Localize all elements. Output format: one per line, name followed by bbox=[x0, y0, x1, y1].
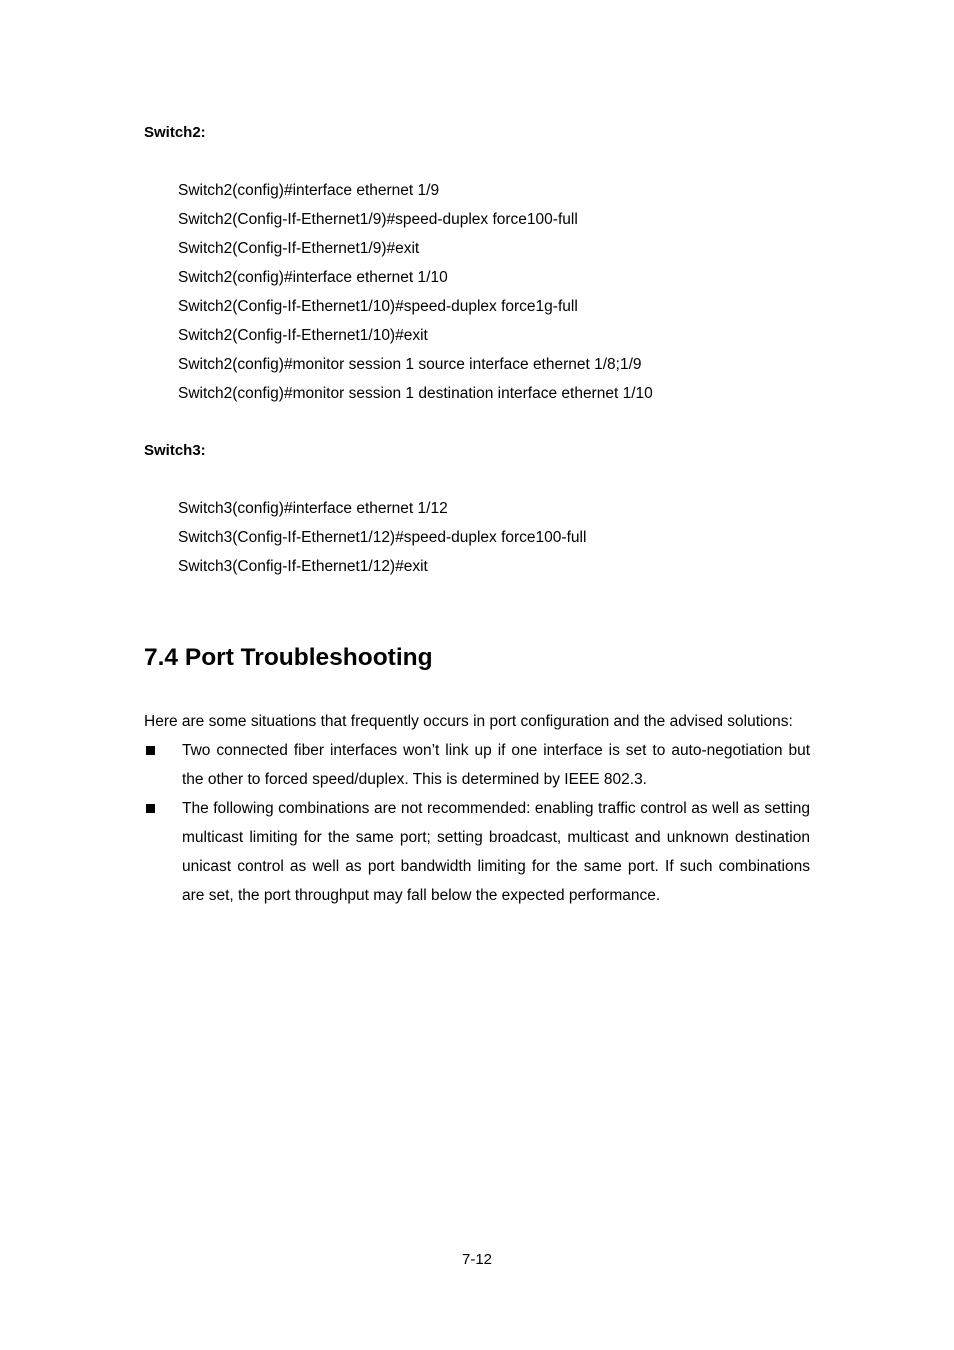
troubleshooting-list bbox=[144, 736, 810, 910]
command-line: Switch2(config)#monitor session 1 destination interface ethernet 1/10 bbox=[178, 385, 653, 402]
command-line: Switch3(Config-If-Ethernet1/12)#speed-duplex force100-full bbox=[178, 529, 587, 546]
section-intro: Here are some situations that frequently occurs in port configuration and the advised solutions: bbox=[144, 713, 793, 730]
page-number: 7-12 bbox=[461, 1251, 493, 1268]
command-line: Switch2(Config-If-Ethernet1/10)#exit bbox=[178, 327, 428, 344]
square-bullet-icon bbox=[146, 746, 155, 755]
command-line: Switch2(Config-If-Ethernet1/9)#speed-duplex force100-full bbox=[178, 211, 578, 228]
command-line: Switch2(Config-If-Ethernet1/10)#speed-duplex force1g-full bbox=[178, 298, 578, 315]
switch2-command-list bbox=[178, 176, 653, 408]
command-line: Switch3(config)#interface ethernet 1/12 bbox=[178, 500, 448, 517]
switch2-heading: Switch2: bbox=[144, 124, 206, 141]
square-bullet-icon bbox=[146, 804, 155, 813]
section-title: 7.4 Port Troubleshooting bbox=[144, 644, 433, 671]
list-item-text: Two connected fiber interfaces won’t link up if one interface is set to auto-negotiation but the other to forced speed/duplex. This is determined by IEEE 802.3. bbox=[182, 742, 810, 788]
command-line: Switch2(config)#interface ethernet 1/10 bbox=[178, 269, 448, 286]
list-item-text: The following combinations are not recommended: enabling traffic control as well as setting multicast limiting for the same port; setting broadcast, multicast and unknown destination unicast control as well as port bandwidth limiting for the same port. If such combinations are set, the port throughput may fall below the expected performance. bbox=[182, 800, 810, 904]
switch3-command-list bbox=[178, 494, 586, 581]
command-line: Switch2(config)#interface ethernet 1/9 bbox=[178, 182, 440, 199]
command-line: Switch3(Config-If-Ethernet1/12)#exit bbox=[178, 558, 428, 575]
list-item bbox=[144, 736, 810, 794]
command-line: Switch2(config)#monitor session 1 source interface ethernet 1/8;1/9 bbox=[178, 356, 642, 373]
switch3-heading: Switch3: bbox=[144, 442, 206, 459]
list-item bbox=[144, 794, 810, 910]
command-line: Switch2(Config-If-Ethernet1/9)#exit bbox=[178, 240, 420, 257]
